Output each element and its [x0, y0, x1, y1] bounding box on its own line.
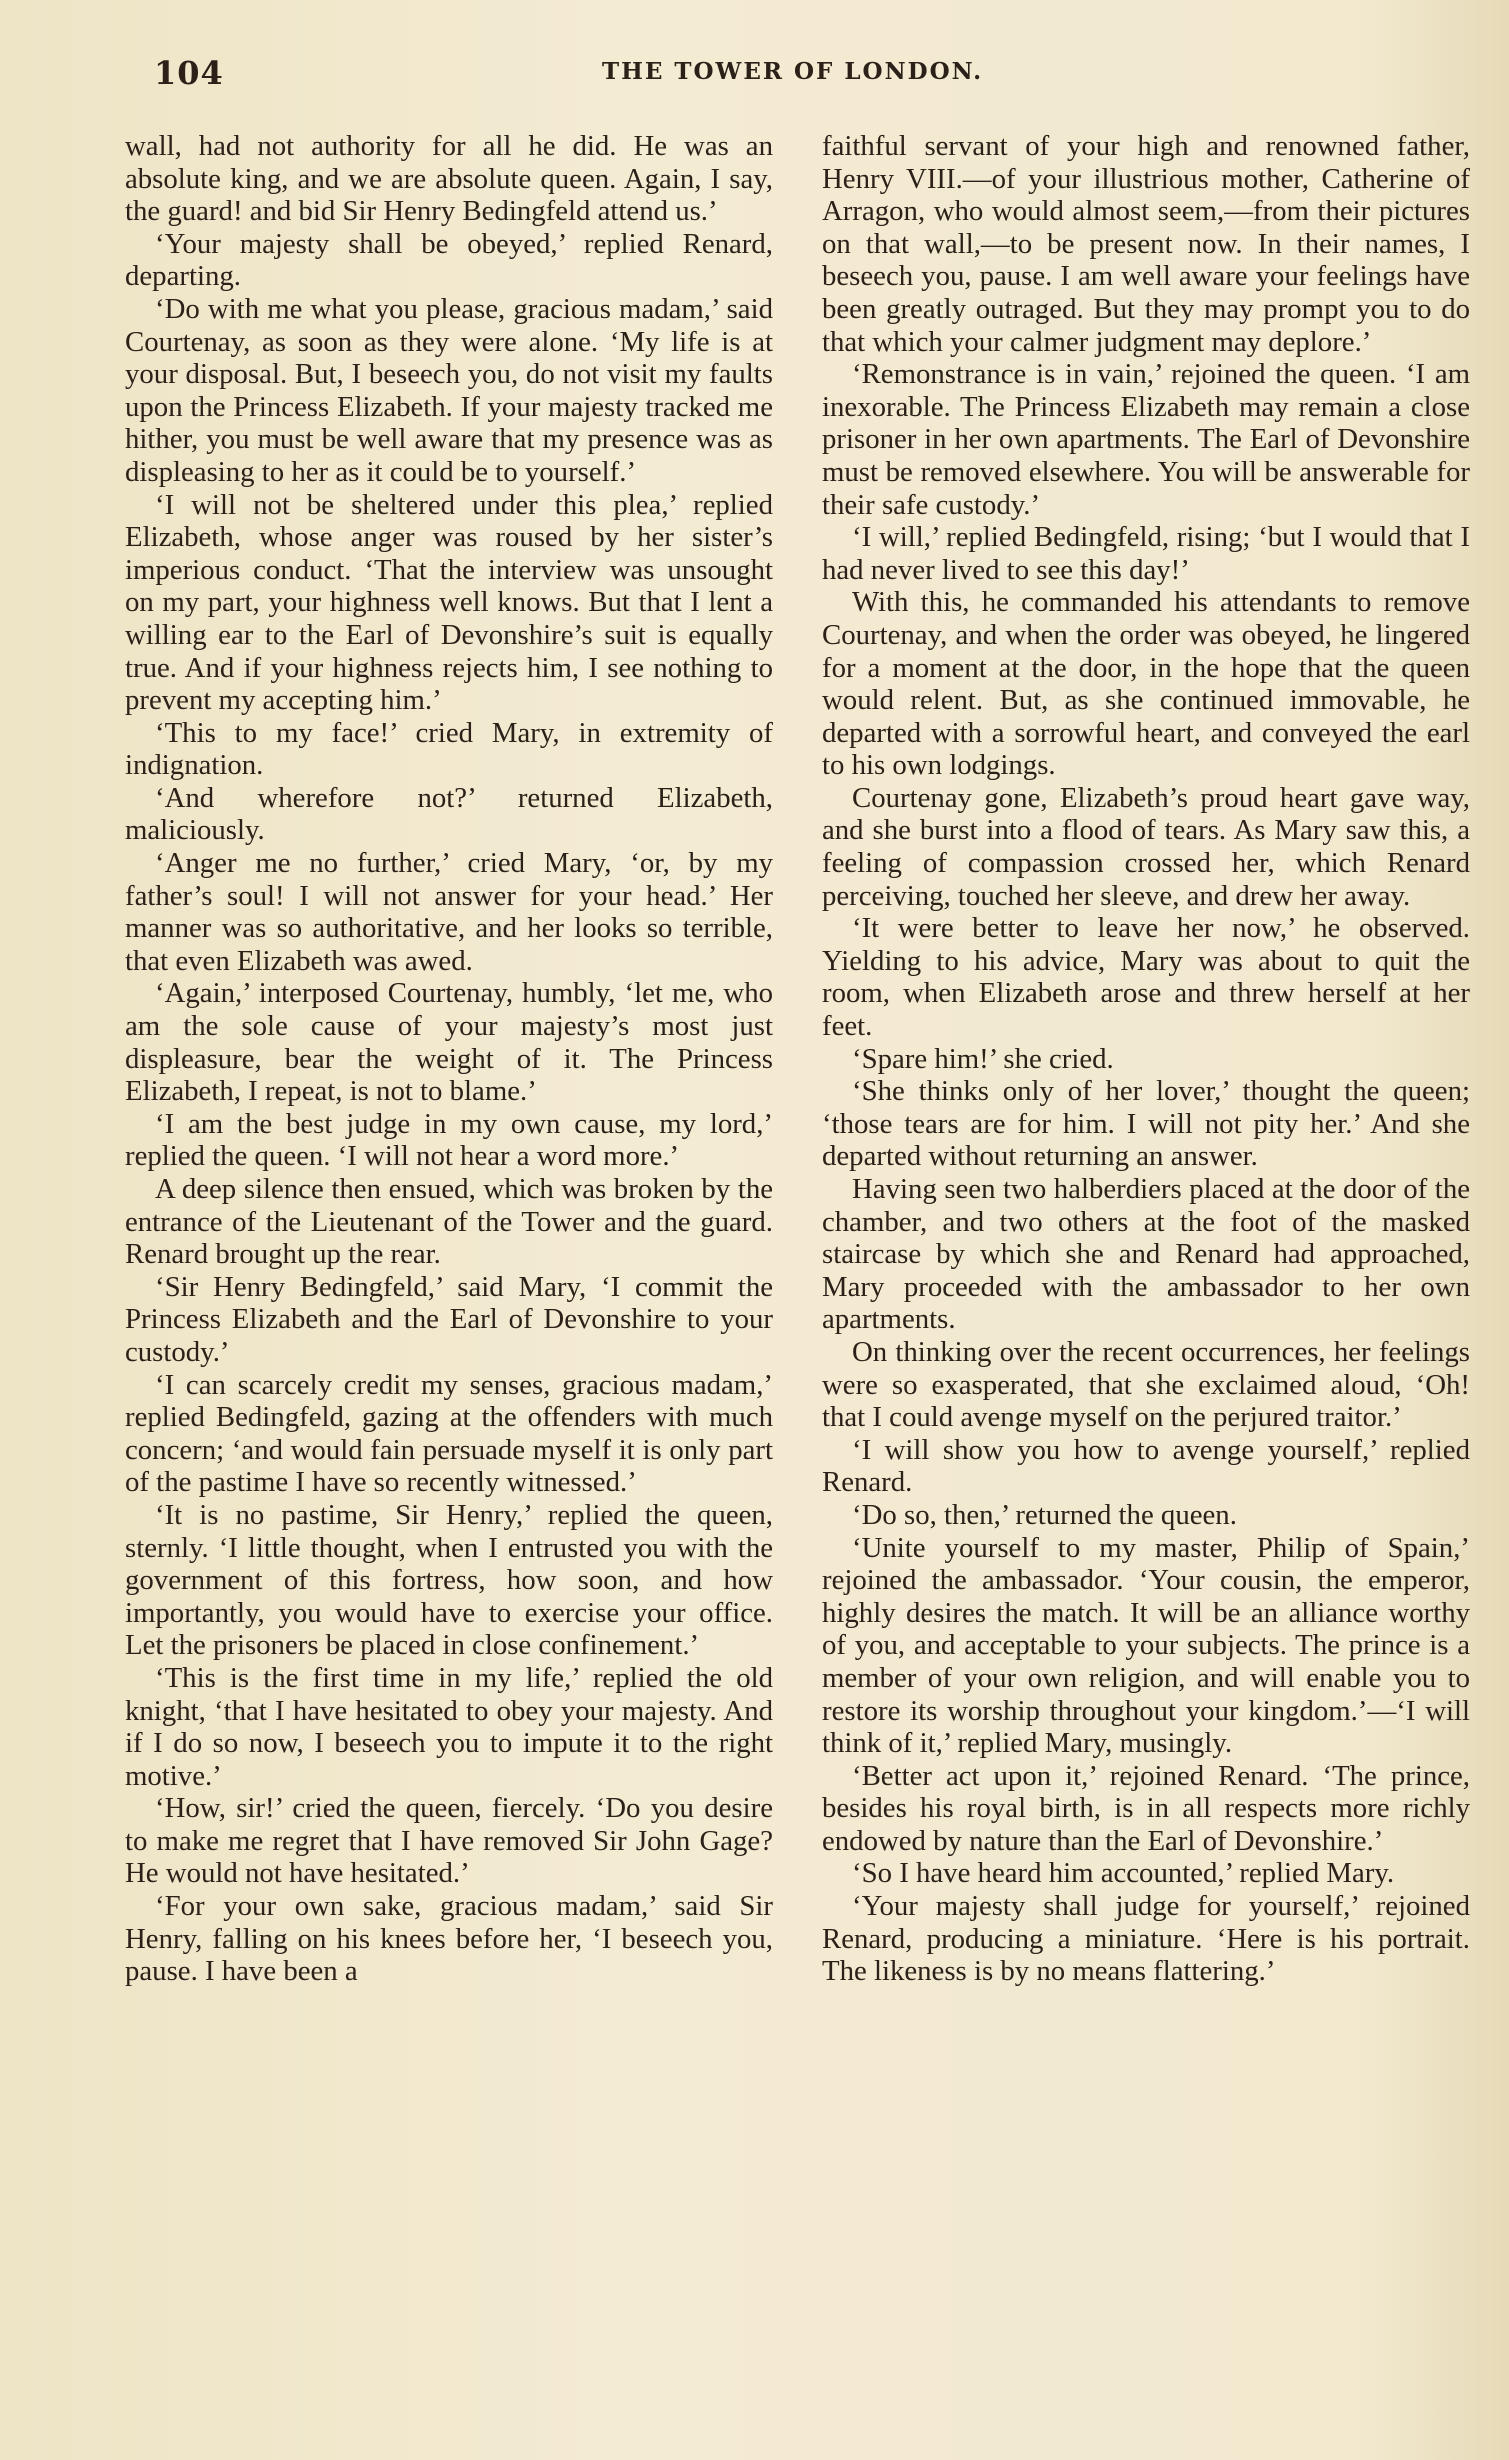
paragraph: ‘Spare him!’ she cried. — [852, 1042, 1114, 1075]
paragraph: ‘Do with me what you please, gracious madam,’ said Courtenay, as soon as they were alone. ‘My life is at your disposal. But, I beseech you, do not visit my faults upon the Princess Elizabeth. If your majesty tracked me hither, you must be well aware that my presence was as displeasing to her as it could be to yourself.’ — [125, 292, 773, 488]
paragraph: ‘Sir Henry Bedingfeld,’ said Mary, ‘I commit the Princess Elizabeth and the Earl of Devonshire to your custody.’ — [125, 1270, 773, 1368]
paragraph: ‘I will,’ replied Bedingfeld, rising; ‘but I would that I had never lived to see this day!’ — [822, 521, 1470, 586]
page-header — [150, 50, 1480, 94]
left-column — [125, 130, 773, 1988]
paragraph: ‘I will show you how to avenge yourself,’ replied Renard. — [822, 1433, 1470, 1499]
paragraph: ‘I am the best judge in my own cause, my lord,’ replied the queen. ‘I will not hear a word more.’ — [125, 1107, 773, 1173]
page-number: 104 — [154, 54, 224, 92]
paragraph: ‘Again,’ interposed Courtenay, humbly, ‘let me, who am the sole cause of your majesty’s most just displeasure, bear the weight of it. The Princess Elizabeth, I repeat, is not to blame.’ — [125, 977, 773, 1108]
paragraph: ‘For your own sake, gracious madam,’ said Sir Henry, falling on his knees before her, ‘I beseech you, pause. I have been a — [125, 1890, 773, 1988]
paragraph: Courtenay gone, Elizabeth’s proud heart gave way, and she burst into a flood of tears. As Mary saw this, a feeling of compassion crossed her, which Renard perceiving, touched her sleeve, and drew her away. — [822, 781, 1470, 912]
paragraph: Having seen two halberdiers placed at the door of the chamber, and two others at the foot of the masked staircase by which she and Renard had approached, Mary proceeded with the ambassador to her own apartments. — [822, 1173, 1470, 1336]
paragraph: ‘How, sir!’ cried the queen, fiercely. ‘Do you desire to make me regret that I have removed Sir John Gage? He would not have hesitated.’ — [125, 1792, 773, 1890]
paragraph: ‘And wherefore not?’ returned Elizabeth, maliciously. — [125, 781, 773, 847]
paragraph: ‘Remonstrance is in vain,’ rejoined the queen. ‘I am inexorable. The Princess Elizabeth may remain a close prisoner in her own apartments. The Earl of Devonshire must be removed elsewhere. You will be answerable for their safe custody.’ — [822, 358, 1470, 521]
paragraph: A deep silence then ensued, which was broken by the entrance of the Lieutenant of the Tower and the guard. Renard brought up the rear. — [125, 1173, 773, 1271]
paragraph: ‘Do so, then,’ returned the queen. — [852, 1498, 1237, 1531]
paragraph: With this, he commanded his attendants to remove Courtenay, and when the order was obeyed, he lingered for a moment at the door, in the hope that the queen would relent. But, as she continued immovable, he departed with a sorrowful heart, and conveyed the earl to his own lodgings. — [822, 586, 1470, 782]
paragraph: ‘Anger me no further,’ cried Mary, ‘or, by my father’s soul! I will not answer for your head.’ Her manner was so authoritative, and her looks so terrible, that even Elizabeth was awed. — [125, 847, 773, 977]
paragraph: ‘It were better to leave her now,’ he observed. Yielding to his advice, Mary was about to quit the room, when Elizabeth arose and threw herself at her feet. — [822, 912, 1470, 1043]
paragraph: ‘This to my face!’ cried Mary, in extremity of indignation. — [125, 716, 773, 782]
paragraph: wall, had not authority for all he did. He was an absolute king, and we are absolute queen. Again, I say, the guard! and bid Sir Henry Bedingfeld attend us.’ — [125, 130, 773, 228]
paragraph: faithful servant of your high and renowned father, Henry VIII.—of your illustrious mother, Catherine of Arragon, who would almost seem,—from their pictures on that wall,—to be present now. In their names, I beseech you, pause. I am well aware your feelings have been greatly outraged. But they may prompt you to do that which your calmer judgment may deplore.’ — [822, 130, 1470, 358]
paragraph: ‘This is the first time in my life,’ replied the old knight, ‘that I have hesitated to obey your majesty. And if I do so now, I beseech you to impute it to the right motive.’ — [125, 1661, 773, 1792]
paragraph: ‘She thinks only of her lover,’ thought the queen; ‘those tears are for him. I will not pity her.’ And she departed without returning an answer. — [822, 1075, 1470, 1173]
paragraph: ‘Better act upon it,’ rejoined Renard. ‘The prince, besides his royal birth, is in all respects more richly endowed by nature than the Earl of Devonshire.’ — [822, 1759, 1470, 1857]
paragraph: ‘So I have heard him accounted,’ replied Mary. — [852, 1857, 1395, 1890]
right-column — [822, 130, 1470, 1988]
paragraph: ‘I will not be sheltered under this plea,’ replied Elizabeth, whose anger was roused by her sister’s imperious conduct. ‘That the interview was unsought on my part, your highness well knows. But that I lent a willing ear to the Earl of Devonshire’s suit is equally true. And if your highness rejects him, I see nothing to prevent my accepting him.’ — [125, 488, 773, 717]
paragraph: On thinking over the recent occurrences, her feelings were so exasperated, that she exclaimed aloud, ‘Oh! that I could avenge myself on the perjured traitor.’ — [822, 1335, 1470, 1434]
paragraph: ‘I can scarcely credit my senses, gracious madam,’ replied Bedingfeld, gazing at the offenders with much concern; ‘and would fain persuade myself it is only part of the pastime I have so recently witnessed.’ — [125, 1368, 773, 1499]
running-title: THE TOWER OF LONDON. — [602, 58, 984, 85]
paragraph: ‘Unite yourself to my master, Philip of Spain,’ rejoined the ambassador. ‘Your cousin, the emperor, highly desires the match. It will be an alliance worthy of you, and acceptable to your subjects. The prince is a member of your own religion, and will enable you to restore its worship throughout your kingdom.’—‘I will think of it,’ replied Mary, musingly. — [822, 1531, 1470, 1760]
paragraph: ‘Your majesty shall judge for yourself,’ rejoined Renard, producing a miniature. ‘Here is his portrait. The likeness is by no means flattering.’ — [822, 1890, 1470, 1988]
paragraph: ‘Your majesty shall be obeyed,’ replied Renard, departing. — [125, 227, 773, 293]
paragraph: ‘It is no pastime, Sir Henry,’ replied the queen, sternly. ‘I little thought, when I entrusted you with the government of this fortress, how soon, and how importantly, you would have to exercise your office. Let the prisoners be placed in close confinement.’ — [125, 1498, 773, 1662]
